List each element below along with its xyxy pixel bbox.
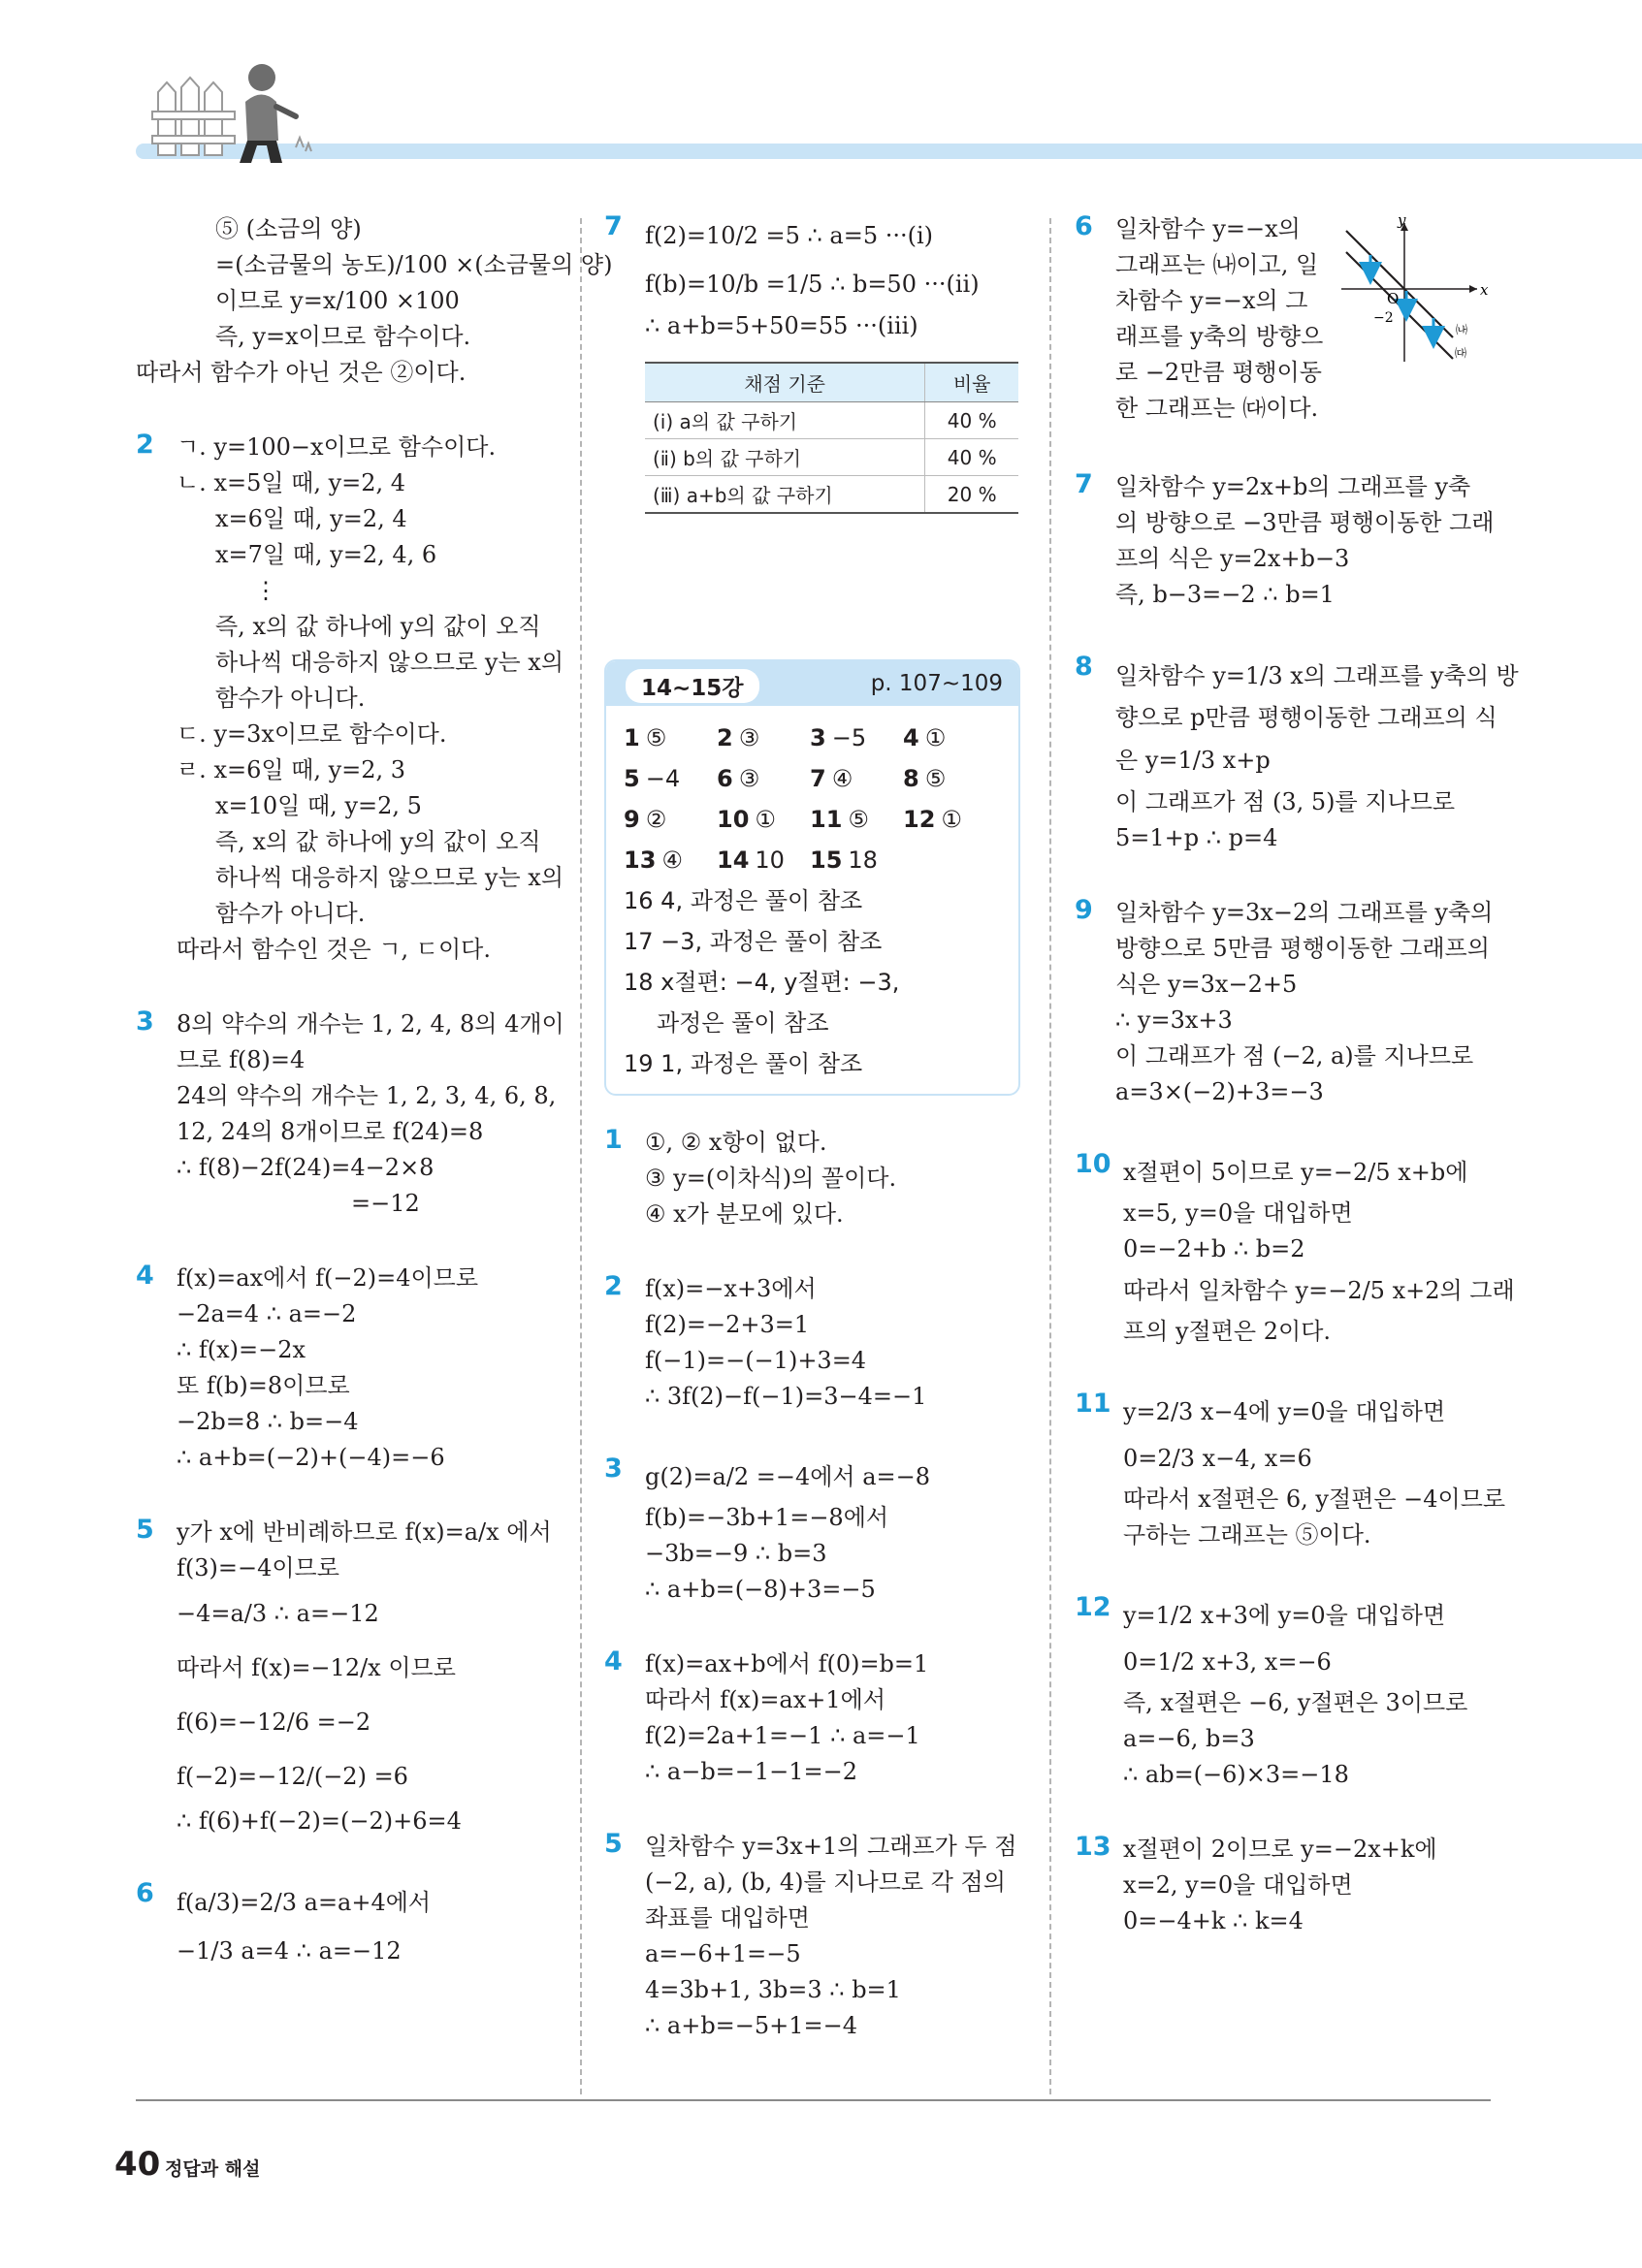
problem-3 bbox=[604, 1453, 1031, 1608]
solution-line: 차함수 y=−x의 그 bbox=[1115, 287, 1308, 314]
answer-value: ③ bbox=[738, 724, 760, 751]
problem-number: 9 bbox=[1075, 895, 1093, 925]
graph-line-label: ㈐ bbox=[1455, 346, 1467, 360]
answer-number: 3 bbox=[810, 724, 826, 751]
table-cell: 40 % bbox=[925, 402, 1018, 439]
graph-intercept-label: −2 bbox=[1373, 310, 1394, 326]
table-row bbox=[645, 402, 1018, 439]
graph-figure bbox=[1336, 211, 1501, 367]
solution-line: ∴ f(x)=−2x bbox=[177, 1336, 306, 1363]
answer-number: 5 bbox=[624, 765, 640, 792]
problem-number: 13 bbox=[1075, 1832, 1111, 1862]
solution-line: 함수가 아니다. bbox=[215, 685, 366, 712]
graph-origin-label: O bbox=[1387, 290, 1400, 307]
answer-value: ② bbox=[645, 806, 667, 833]
answer-row: 16 4, 과정은 풀이 참조 bbox=[624, 887, 863, 914]
answer-value: 18 bbox=[848, 847, 878, 874]
solution-line: ④ x가 분모에 있다. bbox=[645, 1200, 844, 1228]
answer-number: 2 bbox=[717, 724, 733, 751]
solution-line: =(소금물의 농도)/100 ×(소금물의 양) bbox=[215, 251, 613, 278]
solution-line: ⑤ (소금의 양) bbox=[215, 215, 362, 242]
solution-line: =−12 bbox=[351, 1190, 420, 1217]
solution-line: ∴ a−b=−1−1=−2 bbox=[645, 1758, 858, 1785]
problem-number: 4 bbox=[604, 1646, 623, 1677]
problem-number: 2 bbox=[136, 430, 154, 460]
solution-line: 따라서 f(x)=ax+1에서 bbox=[645, 1686, 886, 1713]
solution-line: −2b=8 ∴ b=−4 bbox=[177, 1408, 359, 1435]
answer-row: 과정은 풀이 참조 bbox=[657, 1009, 829, 1037]
answer-number: 15 bbox=[810, 847, 843, 874]
solution-line: 12, 24의 8개이므로 f(24)=8 bbox=[177, 1118, 484, 1145]
problem-12 bbox=[1075, 1592, 1501, 1793]
table-cell: (ⅱ) b의 값 구하기 bbox=[645, 439, 925, 476]
table-row bbox=[645, 439, 1018, 476]
solution-line: −1/3 a=4 ∴ a=−12 bbox=[177, 1937, 402, 1965]
solution-line: 이 그래프가 점 (3, 5)를 지나므로 bbox=[1115, 788, 1456, 815]
problem-10 bbox=[1075, 1149, 1515, 1350]
answer-value: ① bbox=[755, 806, 776, 833]
solution-line: x=7일 때, y=2, 4, 6 bbox=[215, 541, 437, 568]
solution-line: ㄷ. y=3x이므로 함수이다. bbox=[177, 720, 447, 748]
solution-line: 향으로 p만큼 평행이동한 그래프의 식 bbox=[1115, 704, 1497, 731]
problem-number: 5 bbox=[136, 1515, 154, 1545]
solution-line: 은 y=1/3 x+p bbox=[1115, 747, 1271, 774]
solution-line: a=3×(−2)+3=−3 bbox=[1115, 1078, 1324, 1105]
solution-line: ⋮ bbox=[254, 577, 277, 604]
problem-5 bbox=[604, 1829, 1031, 2044]
page-range: p. 107~109 bbox=[870, 671, 1003, 696]
scoring-table bbox=[645, 362, 1018, 514]
answer-key-body bbox=[606, 706, 1018, 1094]
problem-2 bbox=[136, 430, 563, 968]
solution-line: x절편이 5이므로 y=−2/5 x+b에 bbox=[1123, 1159, 1468, 1186]
solution-line: 즉, y=x이므로 함수이다. bbox=[215, 323, 471, 350]
solution-line: 므로 f(8)=4 bbox=[177, 1046, 306, 1073]
answer-value: ① bbox=[924, 724, 947, 751]
solution-line: f(2)=−2+3=1 bbox=[645, 1311, 810, 1338]
solution-line: 함수가 아니다. bbox=[215, 900, 366, 927]
column-divider bbox=[1049, 218, 1051, 2094]
problem-4 bbox=[136, 1261, 563, 1476]
answer-number: 6 bbox=[717, 765, 733, 792]
problem-11 bbox=[1075, 1389, 1506, 1553]
table-header: 채점 기준 bbox=[645, 363, 925, 402]
problem-6 bbox=[136, 1878, 563, 1975]
solution-line: ∴ a+b=(−2)+(−4)=−6 bbox=[177, 1444, 445, 1471]
solution-line: x=10일 때, y=2, 5 bbox=[215, 792, 422, 819]
solution-line: 즉, x의 값 하나에 y의 값이 오직 bbox=[215, 828, 541, 855]
solution-line: ∴ f(6)+f(−2)=(−2)+6=4 bbox=[177, 1807, 462, 1835]
solution-line: f(−1)=−(−1)+3=4 bbox=[645, 1347, 867, 1374]
answer-number: 4 bbox=[903, 724, 919, 751]
gardener-illustration bbox=[150, 58, 315, 165]
answer-value: ① bbox=[941, 806, 962, 833]
solution-line: x=6일 때, y=2, 4 bbox=[215, 505, 407, 532]
table-cell: 40 % bbox=[925, 439, 1018, 476]
table-cell: (ⅰ) a의 값 구하기 bbox=[645, 402, 925, 439]
footer-rule bbox=[136, 2099, 1491, 2101]
solution-line: 래프를 y축의 방향으 bbox=[1115, 323, 1324, 350]
solution-line: 하나씩 대응하지 않으므로 y는 x의 bbox=[215, 864, 564, 891]
problem-number: 2 bbox=[604, 1271, 623, 1301]
problem-number: 3 bbox=[136, 1006, 154, 1037]
solution-line: 구하는 그래프는 ⑤이다. bbox=[1123, 1521, 1371, 1549]
answer-number: 9 bbox=[624, 806, 640, 833]
problem-number: 7 bbox=[1075, 469, 1093, 499]
solution-line: f(x)=ax+b에서 f(0)=b=1 bbox=[645, 1650, 929, 1677]
problem-7-essay bbox=[604, 211, 1031, 514]
answer-number: 12 bbox=[903, 806, 936, 833]
solution-line: f(2)=10/2 =5 ∴ a=5 ···(ⅰ) bbox=[645, 222, 934, 249]
solution-line: f(b)=−3b+1=−8에서 bbox=[645, 1504, 889, 1531]
answer-number: 14 bbox=[717, 847, 750, 874]
answer-value: ④ bbox=[831, 765, 853, 792]
graph-y-label: y bbox=[1398, 211, 1406, 229]
answer-number: 8 bbox=[903, 765, 919, 792]
solution-line: 따라서 일차함수 y=−2/5 x+2의 그래 bbox=[1123, 1277, 1515, 1304]
problem-number: 7 bbox=[604, 211, 623, 241]
answer-value: ③ bbox=[738, 765, 760, 792]
solution-line: 이 그래프가 점 (−2, a)를 지나므로 bbox=[1115, 1042, 1474, 1070]
solution-line: 일차함수 y=2x+b의 그래프를 y축 bbox=[1115, 473, 1471, 500]
solution-line: 즉, b−3=−2 ∴ b=1 bbox=[1115, 581, 1335, 608]
solution-line: 즉, x절편은 −6, y절편은 3이므로 bbox=[1123, 1689, 1468, 1716]
solution-line: (−2, a), (b, 4)를 지나므로 각 점의 bbox=[645, 1869, 1006, 1896]
problem-number: 5 bbox=[604, 1829, 623, 1859]
solution-line: 의 방향으로 −3만큼 평행이동한 그래 bbox=[1115, 509, 1495, 536]
answer-value: 10 bbox=[755, 847, 785, 874]
page-number: 40 bbox=[114, 2145, 161, 2184]
solution-line: ∴ 3f(2)−f(−1)=3−4=−1 bbox=[645, 1383, 927, 1410]
solution-line: 또 f(b)=8이므로 bbox=[177, 1372, 350, 1399]
solution-line: ①, ② x항이 없다. bbox=[645, 1129, 827, 1156]
answer-value: ④ bbox=[661, 847, 683, 874]
solution-line: 프의 y절편은 2이다. bbox=[1123, 1318, 1332, 1345]
answer-row bbox=[624, 758, 1001, 799]
solution-line: g(2)=a/2 =−4에서 a=−8 bbox=[645, 1463, 931, 1490]
column-right bbox=[1075, 211, 1519, 1978]
solution-line: 따라서 f(x)=−12/x 이므로 bbox=[177, 1654, 456, 1681]
solution-line: 식은 y=3x−2+5 bbox=[1115, 971, 1298, 998]
problem-8 bbox=[1075, 652, 1519, 856]
solution-line: ∴ a+b=−5+1=−4 bbox=[645, 2012, 858, 2039]
solution-line: 일차함수 y=3x+1의 그래프가 두 점 bbox=[645, 1833, 1017, 1860]
problem-number: 1 bbox=[604, 1125, 623, 1155]
answer-row: 19 1, 과정은 풀이 참조 bbox=[624, 1050, 863, 1077]
problem-number: 11 bbox=[1075, 1389, 1111, 1419]
solution-line: x=5, y=0을 대입하면 bbox=[1123, 1199, 1353, 1227]
solution-line: ∴ y=3x+3 bbox=[1115, 1006, 1233, 1034]
solution-line: 24의 약수의 개수는 1, 2, 3, 4, 6, 8, bbox=[177, 1082, 557, 1109]
answer-row bbox=[624, 799, 1001, 840]
lesson-tag: 14~15강 bbox=[626, 669, 759, 703]
solution-line: 한 그래프는 ㈐이다. bbox=[1115, 395, 1319, 422]
solution-line: 0=1/2 x+3, x=−6 bbox=[1123, 1648, 1332, 1676]
solution-line: 프의 식은 y=2x+b−3 bbox=[1115, 545, 1350, 572]
answer-number: 13 bbox=[624, 847, 657, 874]
problem-2 bbox=[604, 1271, 1031, 1415]
problem-4 bbox=[604, 1646, 1031, 1790]
solution-line: ∴ a+b=(−8)+3=−5 bbox=[645, 1576, 876, 1603]
solution-line: ∴ a+b=5+50=55 ···(ⅲ) bbox=[645, 312, 918, 339]
solution-line: x=2, y=0을 대입하면 bbox=[1123, 1871, 1353, 1899]
answer-key-box bbox=[604, 659, 1020, 1096]
solution-line: 0=−4+k ∴ k=4 bbox=[1123, 1907, 1304, 1934]
table-cell: 20 % bbox=[925, 476, 1018, 514]
solution-line: 0=−2+b ∴ b=2 bbox=[1123, 1235, 1305, 1262]
column-middle bbox=[604, 211, 1031, 2083]
problem-number: 6 bbox=[1075, 211, 1093, 241]
solution-line: −3b=−9 ∴ b=3 bbox=[645, 1540, 827, 1567]
answer-number: 1 bbox=[624, 724, 640, 751]
problem-5 bbox=[136, 1515, 563, 1839]
answer-row: 17 −3, 과정은 풀이 참조 bbox=[624, 928, 883, 955]
problem-1 bbox=[604, 1125, 1031, 1232]
answer-value: −5 bbox=[831, 724, 867, 751]
solution-line: −4=a/3 ∴ a=−12 bbox=[177, 1600, 379, 1627]
solution-line: f(x)=−x+3에서 bbox=[645, 1275, 817, 1302]
solution-line: −2a=4 ∴ a=−2 bbox=[177, 1300, 357, 1327]
problem-6 bbox=[1075, 211, 1501, 427]
problem-number: 4 bbox=[136, 1261, 154, 1291]
solution-line: 하나씩 대응하지 않으므로 y는 x의 bbox=[215, 649, 564, 676]
solution-line: a=−6+1=−5 bbox=[645, 1940, 801, 1967]
problem-3 bbox=[136, 1006, 563, 1222]
solution-line: 4=3b+1, 3b=3 ∴ b=1 bbox=[645, 1976, 901, 2003]
solution-line: ㄴ. x=5일 때, y=2, 4 bbox=[177, 469, 406, 496]
solution-line: 일차함수 y=1/3 x의 그래프를 y축의 방 bbox=[1115, 662, 1519, 689]
solution-line: f(6)=−12/6 =−2 bbox=[177, 1709, 371, 1736]
problem-number: 10 bbox=[1075, 1149, 1111, 1179]
answer-number: 11 bbox=[810, 806, 843, 833]
column-divider bbox=[580, 218, 582, 2094]
solution-line: ③ y=(이차식)의 꼴이다. bbox=[645, 1165, 897, 1192]
problem-7 bbox=[1075, 469, 1501, 613]
answer-value: −4 bbox=[645, 765, 681, 792]
solution-line: 좌표를 대입하면 bbox=[645, 1904, 810, 1932]
answer-row bbox=[624, 840, 1001, 880]
page-label: 정답과 해설 bbox=[165, 2158, 261, 2180]
solution-line: 5=1+p ∴ p=4 bbox=[1115, 824, 1278, 851]
solution-line: 0=2/3 x−4, x=6 bbox=[1123, 1445, 1312, 1472]
header-band bbox=[136, 144, 1642, 159]
solution-line: y=1/2 x+3에 y=0을 대입하면 bbox=[1123, 1602, 1446, 1629]
problem-13 bbox=[1075, 1832, 1501, 1939]
solution-line: f(3)=−4이므로 bbox=[177, 1554, 339, 1581]
answer-number: 10 bbox=[717, 806, 750, 833]
solution-line: 일차함수 y=−x의 bbox=[1115, 215, 1301, 242]
problem-number: 8 bbox=[1075, 652, 1093, 682]
solution-line: 따라서 함수인 것은 ㄱ, ㄷ이다. bbox=[177, 936, 491, 963]
solution-line: 이므로 y=x/100 ×100 bbox=[215, 287, 460, 314]
graph-line-label: ㈏ bbox=[1456, 323, 1468, 336]
answer-value: ⑤ bbox=[848, 806, 869, 833]
solution-line: y가 x에 반비례하므로 f(x)=a/x 에서 bbox=[177, 1518, 552, 1546]
solution-line: 따라서 x절편은 6, y절편은 −4이므로 bbox=[1123, 1485, 1506, 1513]
answer-number: 7 bbox=[810, 765, 826, 792]
problem-number: 12 bbox=[1075, 1592, 1111, 1622]
solution-line: a=−6, b=3 bbox=[1123, 1725, 1255, 1752]
solution-line: ㄱ. y=100−x이므로 함수이다. bbox=[177, 433, 497, 461]
answer-value: ⑤ bbox=[924, 765, 947, 792]
answer-row: 18 x절편: −4, y절편: −3, bbox=[624, 969, 900, 996]
answer-key-header bbox=[606, 661, 1018, 706]
solution-line: 그래프는 ㈏이고, 일 bbox=[1115, 251, 1319, 278]
solution-line: 방향으로 5만큼 평행이동한 그래프의 bbox=[1115, 935, 1490, 962]
solution-line: f(b)=10/b =1/5 ∴ b=50 ···(ⅱ) bbox=[645, 271, 980, 298]
solution-line: 따라서 함수가 아닌 것은 ②이다. bbox=[136, 359, 467, 386]
answer-value: ⑤ bbox=[645, 724, 667, 751]
answer-row bbox=[624, 718, 1001, 758]
problem-number: 3 bbox=[604, 1453, 623, 1484]
solution-line: f(x)=ax에서 f(−2)=4이므로 bbox=[177, 1264, 479, 1292]
problem-5-continued bbox=[136, 211, 613, 391]
problem-9 bbox=[1075, 895, 1501, 1110]
table-cell: (ⅲ) a+b의 값 구하기 bbox=[645, 476, 925, 514]
solution-line: 즉, x의 값 하나에 y의 값이 오직 bbox=[215, 613, 541, 640]
problem-number: 6 bbox=[136, 1878, 154, 1908]
solution-line: 일차함수 y=3x−2의 그래프를 y축의 bbox=[1115, 899, 1494, 926]
solution-line: x절편이 2이므로 y=−2x+k에 bbox=[1123, 1836, 1437, 1863]
solution-line: 로 −2만큼 평행이동 bbox=[1115, 359, 1322, 386]
solution-line: y=2/3 x−4에 y=0을 대입하면 bbox=[1123, 1398, 1446, 1425]
solution-line: ∴ f(8)−2f(24)=4−2×8 bbox=[177, 1154, 435, 1181]
solution-line: 8의 약수의 개수는 1, 2, 4, 8의 4개이 bbox=[177, 1010, 564, 1038]
solution-line: ㄹ. x=6일 때, y=2, 3 bbox=[177, 756, 406, 783]
solution-line: ∴ ab=(−6)×3=−18 bbox=[1123, 1761, 1349, 1788]
solution-line: f(−2)=−12/(−2) =6 bbox=[177, 1763, 408, 1790]
graph-x-label: x bbox=[1480, 281, 1489, 299]
solution-line: f(a/3)=2/3 a=a+4에서 bbox=[177, 1889, 432, 1916]
table-row bbox=[645, 476, 1018, 514]
column-left bbox=[136, 211, 613, 2014]
table-header: 비율 bbox=[925, 363, 1018, 402]
solution-line: f(2)=2a+1=−1 ∴ a=−1 bbox=[645, 1722, 920, 1749]
